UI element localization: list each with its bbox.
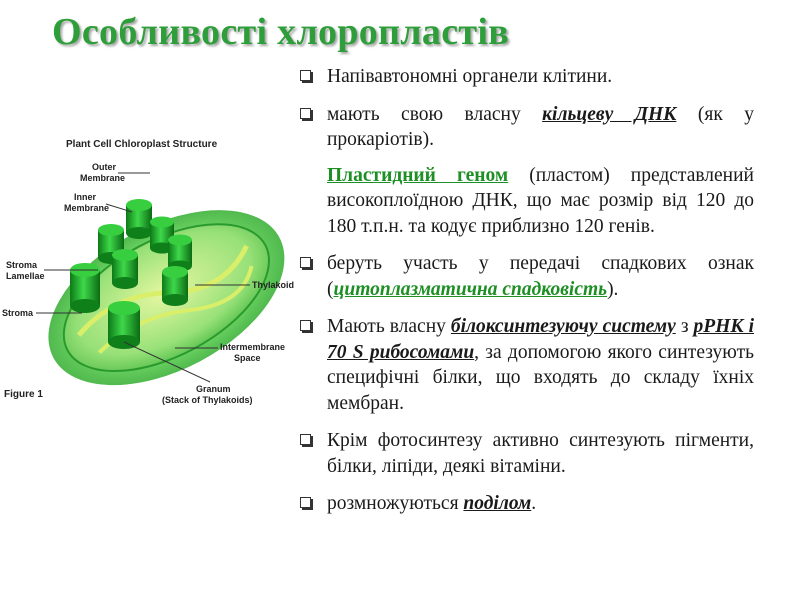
- emphasis-text: рРНК і 70 S рибосомами: [327, 316, 754, 363]
- label-inner-membrane-2: Membrane: [64, 203, 110, 213]
- list-item: беруть участь у передачі спадкових ознак (цитоплазматична спадковість).: [298, 251, 754, 302]
- label-granum-1: Granum: [196, 384, 231, 394]
- figure-title: Plant Cell Chloroplast Structure: [66, 139, 218, 150]
- list-item: Напівавтономні органели клітини.: [298, 64, 754, 90]
- checkbox-bullet-icon: [300, 108, 311, 119]
- checkbox-bullet-icon: [300, 434, 311, 445]
- list-item: Мають власну білоксинтезуючу систему з рРНК і 70 S рибосомами, за допомогою якого синтезують специфічні білки, що входять до складу їхніх мембран.: [298, 314, 754, 416]
- label-stroma-lamellae-2: Lamellae: [6, 271, 45, 281]
- checkbox-bullet-icon: [300, 497, 311, 508]
- list-item: розмножуються поділом.: [298, 491, 754, 517]
- label-granum-2: (Stack of Thylakoids): [162, 395, 253, 405]
- emphasis-text: білоксинтезуючу систему: [450, 316, 676, 337]
- list-item: Пластидний геном (пластом) представлений високоплоїдною ДНК, що має розмір від 120 до 180 т.п.н. та кодує приблизно 120 генів.: [327, 164, 754, 237]
- label-outer-membrane-2: Membrane: [80, 173, 126, 183]
- label-inner-membrane-1: Inner: [74, 192, 97, 202]
- highlight-term: цитоплазматична спадковість: [333, 278, 608, 300]
- label-thylakoid: Thylakoid: [252, 280, 295, 290]
- highlight-term: Пластидний геном: [327, 164, 509, 186]
- label-intermembrane-2: Space: [234, 353, 261, 363]
- slide-title: Особливості хлоропластів: [52, 11, 510, 53]
- figure-label: Figure 1: [4, 389, 43, 400]
- label-intermembrane-1: Intermembrane: [220, 342, 286, 352]
- chloroplast-figure: [0, 130, 300, 420]
- emphasis-text: поділом: [463, 493, 532, 514]
- checkbox-bullet-icon: [300, 70, 311, 81]
- chloroplast-diagram: [0, 130, 300, 420]
- checkbox-bullet-icon: [300, 320, 311, 331]
- label-stroma-lamellae-1: Stroma: [6, 260, 38, 270]
- list-item: Крім фотосинтезу активно синтезують пігменти, білки, ліпіди, деякі вітаміни.: [298, 428, 754, 479]
- chloroplast-body: [20, 174, 300, 420]
- emphasis-text: кільцеву ДНК: [542, 103, 677, 125]
- checkbox-bullet-icon: [300, 257, 311, 268]
- label-stroma: Stroma: [2, 308, 34, 318]
- bullet-list: [298, 64, 754, 529]
- list-item: мають свою власну кільцеву ДНК (як у прокаріотів).: [298, 102, 754, 153]
- label-outer-membrane-1: Outer: [92, 162, 117, 172]
